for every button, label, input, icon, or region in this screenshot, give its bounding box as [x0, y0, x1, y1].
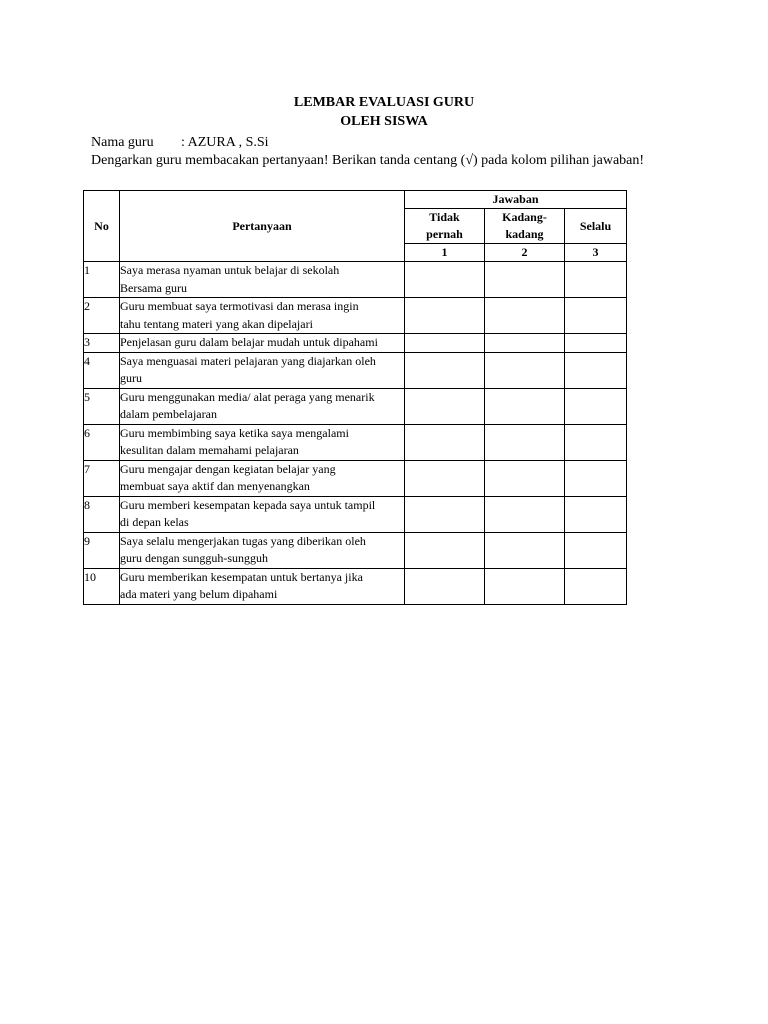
table-row	[84, 568, 627, 604]
question-line: ada materi yang belum dipahami	[120, 587, 278, 601]
answer-cell-always[interactable]	[565, 460, 627, 496]
question-line: tahu tentang materi yang akan dipelajari	[120, 316, 313, 331]
header-option-label: Tidak	[429, 210, 460, 224]
answer-cell-never[interactable]	[405, 532, 485, 568]
question-line: Guru memberi kesempatan kepada saya untuk tampil	[120, 497, 376, 512]
answer-cell-always[interactable]	[565, 334, 627, 353]
header-score: 3	[565, 244, 627, 262]
row-question	[120, 262, 405, 298]
answer-cell-sometimes[interactable]	[485, 298, 565, 334]
answer-cell-sometimes[interactable]	[485, 568, 565, 604]
answer-cell-sometimes[interactable]	[485, 460, 565, 496]
header-score: 2	[485, 244, 565, 262]
answer-cell-always[interactable]	[565, 388, 627, 424]
question-line: guru	[120, 371, 142, 385]
row-question	[120, 424, 405, 460]
question-line: Guru membuat saya termotivasi dan merasa ingin	[120, 299, 359, 313]
teacher-name-line	[91, 134, 269, 152]
evaluation-table	[83, 190, 627, 605]
header-score: 1	[405, 244, 485, 262]
row-question	[120, 460, 405, 496]
table-row	[84, 352, 627, 388]
answer-cell-never[interactable]	[405, 298, 485, 334]
row-number: 7	[84, 460, 120, 496]
answer-cell-never[interactable]	[405, 460, 485, 496]
answer-cell-always[interactable]	[565, 262, 627, 298]
header-option-label: kadang	[505, 227, 544, 241]
answer-cell-sometimes[interactable]	[485, 262, 565, 298]
row-number: 5	[84, 388, 120, 424]
table-row	[84, 334, 627, 353]
row-number: 3	[84, 334, 120, 353]
header-option-always	[565, 209, 627, 244]
question-line: Saya merasa nyaman untuk belajar di sekolah	[120, 263, 340, 277]
table-row	[84, 532, 627, 568]
question-line: Saya selalu mengerjakan tugas yang diberikan oleh	[120, 533, 366, 548]
answer-cell-sometimes[interactable]	[485, 334, 565, 353]
row-question	[120, 496, 405, 532]
question-line: Penjelasan guru dalam belajar mudah untuk dipahami	[120, 335, 378, 349]
header-option-never	[405, 209, 485, 244]
table-row	[84, 496, 627, 532]
instruction-text: Dengarkan guru membacakan pertanyaan! Berikan tanda centang (√) pada kolom pilihan jawaban!	[91, 153, 645, 168]
row-question	[120, 532, 405, 568]
row-question	[120, 388, 405, 424]
header-option-label: Selalu	[579, 218, 612, 233]
answer-cell-sometimes[interactable]	[485, 532, 565, 568]
answer-cell-always[interactable]	[565, 352, 627, 388]
document-subtitle: OLEH SISWA	[340, 114, 428, 129]
question-line: Guru membimbing saya ketika saya mengalami	[120, 425, 349, 440]
table-row	[84, 262, 627, 298]
question-line: Bersama guru	[120, 280, 187, 295]
header-option-label: pernah	[426, 227, 463, 241]
row-question	[120, 334, 405, 353]
answer-cell-always[interactable]	[565, 568, 627, 604]
row-number: 4	[84, 352, 120, 388]
question-line: di depan kelas	[120, 515, 189, 529]
document-title: LEMBAR EVALUASI GURU	[293, 95, 475, 110]
teacher-name-value: : AZURA , S.Si	[181, 135, 269, 150]
row-number: 2	[84, 298, 120, 334]
answer-cell-never[interactable]	[405, 352, 485, 388]
row-number: 8	[84, 496, 120, 532]
answer-cell-sometimes[interactable]	[485, 424, 565, 460]
answer-cell-always[interactable]	[565, 532, 627, 568]
answer-cell-never[interactable]	[405, 424, 485, 460]
answer-cell-never[interactable]	[405, 334, 485, 353]
header-no: No	[84, 191, 120, 262]
header-option-sometimes	[485, 209, 565, 244]
row-number: 1	[84, 262, 120, 298]
answer-cell-never[interactable]	[405, 388, 485, 424]
answer-cell-sometimes[interactable]	[485, 496, 565, 532]
answer-cell-always[interactable]	[565, 496, 627, 532]
table-row	[84, 298, 627, 334]
question-line: Guru memberikan kesempatan untuk bertanya jika	[120, 569, 363, 584]
question-line: guru dengan sungguh-sungguh	[120, 551, 268, 565]
table-row	[84, 424, 627, 460]
question-line: Saya menguasai materi pelajaran yang diajarkan oleh	[120, 353, 376, 368]
table-row	[84, 460, 627, 496]
answer-cell-always[interactable]	[565, 424, 627, 460]
answer-cell-never[interactable]	[405, 262, 485, 298]
question-line: Guru menggunakan media/ alat peraga yang menarik	[120, 389, 375, 404]
question-line: Guru mengajar dengan kegiatan belajar yang	[120, 461, 336, 476]
answer-cell-sometimes[interactable]	[485, 352, 565, 388]
answer-cell-sometimes[interactable]	[485, 388, 565, 424]
table-row	[84, 388, 627, 424]
answer-cell-never[interactable]	[405, 568, 485, 604]
header-answer-group: Jawaban	[405, 191, 627, 209]
answer-cell-always[interactable]	[565, 298, 627, 334]
row-number: 10	[84, 568, 120, 604]
row-question	[120, 352, 405, 388]
row-question	[120, 298, 405, 334]
teacher-name-label: Nama guru	[91, 135, 154, 150]
answer-cell-never[interactable]	[405, 496, 485, 532]
question-line: kesulitan dalam memahami pelajaran	[120, 443, 299, 457]
header-question: Pertanyaan	[120, 191, 405, 262]
row-number: 9	[84, 532, 120, 568]
row-question	[120, 568, 405, 604]
question-line: membuat saya aktif dan menyenangkan	[120, 479, 310, 493]
row-number: 6	[84, 424, 120, 460]
header-option-label: Kadang-	[502, 210, 547, 224]
question-line: dalam pembelajaran	[120, 407, 217, 421]
